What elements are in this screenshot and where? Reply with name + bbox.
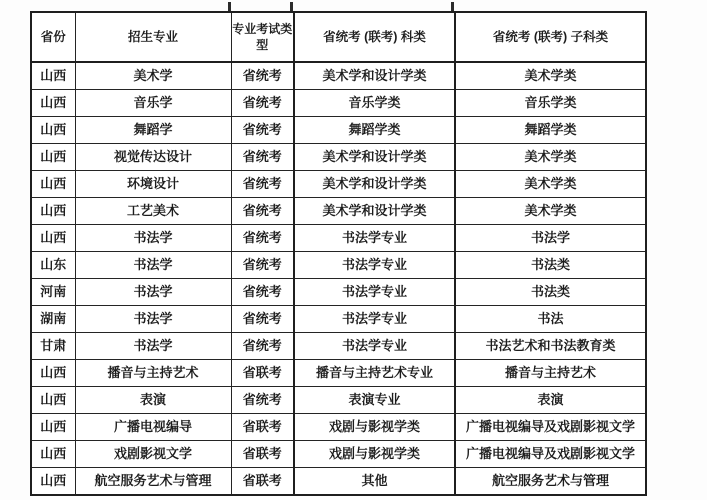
- cell-subcategory: 书法: [455, 306, 646, 333]
- cell-exam-type: 省统考: [231, 144, 294, 171]
- cell-province: 山西: [31, 117, 75, 144]
- table-row: [31, 306, 646, 333]
- table-row: [31, 333, 646, 360]
- cell-province: 山西: [31, 225, 75, 252]
- cell-exam-type: 省统考: [231, 252, 294, 279]
- cell-subcategory: 广播电视编导及戏剧影视文学: [455, 441, 646, 468]
- header-exam-type: 专业考试类型: [231, 12, 294, 62]
- cell-category: 戏剧与影视学类: [294, 441, 455, 468]
- cell-category: 表演专业: [294, 387, 455, 414]
- cell-category: 书法学专业: [294, 279, 455, 306]
- cell-subcategory: 美术学类: [455, 171, 646, 198]
- cell-subcategory: 美术学类: [455, 198, 646, 225]
- header-major: 招生专业: [75, 12, 231, 62]
- cell-exam-type: 省统考: [231, 306, 294, 333]
- table-row: [31, 468, 646, 496]
- cell-major: 视觉传达设计: [75, 144, 231, 171]
- header-unified-exam-category: 省统考 (联考) 科类: [294, 12, 455, 62]
- cell-major: 音乐学: [75, 90, 231, 117]
- cell-province: 山西: [31, 90, 75, 117]
- cell-major: 表演: [75, 387, 231, 414]
- cell-province: 山西: [31, 144, 75, 171]
- cell-province: 甘肃: [31, 333, 75, 360]
- table-row: [31, 279, 646, 306]
- cell-exam-type: 省统考: [231, 225, 294, 252]
- cell-major: 书法学: [75, 306, 231, 333]
- cell-exam-type: 省联考: [231, 414, 294, 441]
- cell-subcategory: 音乐学类: [455, 90, 646, 117]
- cell-exam-type: 省统考: [231, 62, 294, 90]
- table-body: [31, 62, 646, 495]
- cell-major: 书法学: [75, 333, 231, 360]
- cell-major: 航空服务艺术与管理: [75, 468, 231, 496]
- header-province: 省份: [31, 12, 75, 62]
- cell-major: 美术学: [75, 62, 231, 90]
- cell-subcategory: 航空服务艺术与管理: [455, 468, 646, 496]
- cell-category: 美术学和设计学类: [294, 62, 455, 90]
- cell-major: 书法学: [75, 279, 231, 306]
- cell-exam-type: 省统考: [231, 333, 294, 360]
- cell-subcategory: 美术学类: [455, 62, 646, 90]
- table-row: [31, 117, 646, 144]
- table-row: [31, 90, 646, 117]
- cell-province: 山西: [31, 414, 75, 441]
- cell-subcategory: 书法类: [455, 252, 646, 279]
- cell-category: 书法学专业: [294, 225, 455, 252]
- cell-subcategory: 广播电视编导及戏剧影视文学: [455, 414, 646, 441]
- cell-subcategory: 书法艺术和书法教育类: [455, 333, 646, 360]
- table-row: [31, 171, 646, 198]
- table-row: [31, 62, 646, 90]
- cell-province: 湖南: [31, 306, 75, 333]
- cell-province: 河南: [31, 279, 75, 306]
- cell-major: 舞蹈学: [75, 117, 231, 144]
- cell-province: 山西: [31, 171, 75, 198]
- cell-province: 山西: [31, 360, 75, 387]
- table-row: [31, 360, 646, 387]
- table-header-row: [31, 12, 646, 62]
- cell-exam-type: 省联考: [231, 360, 294, 387]
- cell-category: 书法学专业: [294, 333, 455, 360]
- cell-province: 山西: [31, 387, 75, 414]
- header-unified-exam-subcategory: 省统考 (联考) 子科类: [455, 12, 646, 62]
- cell-major: 戏剧影视文学: [75, 441, 231, 468]
- cell-category: 书法学专业: [294, 252, 455, 279]
- admissions-table: [30, 11, 647, 496]
- cell-major: 书法学: [75, 252, 231, 279]
- cell-province: 山西: [31, 468, 75, 496]
- cell-category: 播音与主持艺术专业: [294, 360, 455, 387]
- table-row: [31, 198, 646, 225]
- cell-exam-type: 省联考: [231, 441, 294, 468]
- cell-exam-type: 省统考: [231, 198, 294, 225]
- table-row: [31, 252, 646, 279]
- cell-subcategory: 播音与主持艺术: [455, 360, 646, 387]
- cell-category: 戏剧与影视学类: [294, 414, 455, 441]
- cell-subcategory: 书法学: [455, 225, 646, 252]
- cell-category: 音乐学类: [294, 90, 455, 117]
- cell-subcategory: 舞蹈学类: [455, 117, 646, 144]
- cell-province: 山东: [31, 252, 75, 279]
- table-row: [31, 144, 646, 171]
- cell-subcategory: 书法类: [455, 279, 646, 306]
- cell-major: 环境设计: [75, 171, 231, 198]
- table-row: [31, 225, 646, 252]
- cell-exam-type: 省统考: [231, 90, 294, 117]
- cell-major: 书法学: [75, 225, 231, 252]
- cell-category: 美术学和设计学类: [294, 198, 455, 225]
- cell-exam-type: 省统考: [231, 171, 294, 198]
- cell-province: 山西: [31, 198, 75, 225]
- cell-exam-type: 省联考: [231, 468, 294, 496]
- table-row: [31, 387, 646, 414]
- table-row: [31, 441, 646, 468]
- cell-major: 工艺美术: [75, 198, 231, 225]
- cell-subcategory: 美术学类: [455, 144, 646, 171]
- cell-major: 播音与主持艺术: [75, 360, 231, 387]
- cell-category: 书法学专业: [294, 306, 455, 333]
- cell-exam-type: 省统考: [231, 117, 294, 144]
- cell-province: 山西: [31, 441, 75, 468]
- cell-major: 广播电视编导: [75, 414, 231, 441]
- cell-category: 美术学和设计学类: [294, 171, 455, 198]
- cell-category: 舞蹈学类: [294, 117, 455, 144]
- cell-province: 山西: [31, 62, 75, 90]
- cell-exam-type: 省统考: [231, 387, 294, 414]
- cell-category: 其他: [294, 468, 455, 496]
- cell-subcategory: 表演: [455, 387, 646, 414]
- table-row: [31, 414, 646, 441]
- cell-exam-type: 省统考: [231, 279, 294, 306]
- cell-category: 美术学和设计学类: [294, 144, 455, 171]
